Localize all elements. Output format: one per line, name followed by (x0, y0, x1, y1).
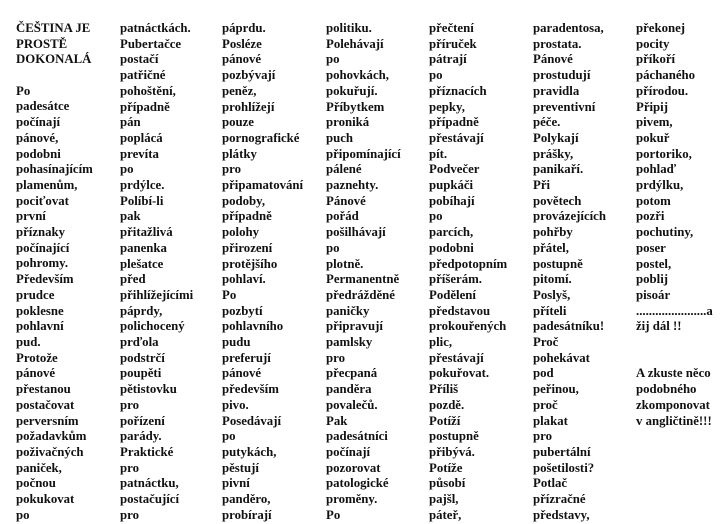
text-line: provázejících (533, 209, 606, 224)
text-column-4 (326, 21, 401, 524)
text-line (636, 351, 713, 367)
text-line: pořád (326, 209, 359, 224)
text-line: pohlaví. (222, 272, 266, 287)
text-line: pohasínajícím (16, 162, 93, 177)
text-line: plotně. (326, 256, 364, 271)
text-line: polichocený (120, 319, 185, 334)
text-line: příteli (533, 303, 567, 318)
text-line: pánové (16, 366, 56, 381)
text-column-5 (429, 21, 507, 524)
text-line: pohromy. (16, 256, 69, 271)
text-line: přihlížejícími (120, 287, 194, 302)
text-line: pro (120, 507, 139, 522)
text-line: peněz, (222, 83, 257, 98)
text-line: pošetilosti? (533, 460, 595, 475)
text-column-3 (222, 21, 303, 524)
text-line: pošilhávají (326, 225, 386, 240)
text-line: pajšl, (429, 492, 459, 507)
text-line: po (326, 240, 340, 255)
text-line: pozři (636, 209, 665, 224)
text-line: pornografické (222, 130, 300, 145)
text-line: pohlavní (16, 319, 64, 334)
text-line: Po (16, 83, 31, 98)
text-line: Polykají (533, 130, 579, 145)
text-line: patnáctkách. (120, 21, 191, 35)
text-line: pít. (429, 146, 448, 161)
text-line: patnáctku, (120, 476, 179, 491)
text-line: plešatce (120, 256, 164, 271)
text-line: Především (16, 272, 74, 287)
text-line: Podvečer (429, 162, 480, 177)
text-line: putykách, (222, 444, 277, 459)
text-line: preferují (222, 350, 271, 365)
text-line: podobni (16, 146, 61, 161)
text-line: poživačných (16, 444, 84, 459)
text-line: Pak (326, 413, 348, 428)
text-line: pánové, (16, 130, 59, 145)
text-line: představy, (533, 507, 590, 522)
text-line: připomínající (326, 146, 401, 161)
text-line: požadavkům (16, 429, 87, 444)
text-line: pro (120, 460, 139, 475)
text-line: pokuřovat. (429, 366, 490, 381)
text-line: Při (533, 178, 551, 193)
text-line: pak (120, 209, 141, 224)
text-line: přečtení (429, 21, 474, 35)
text-line: padesátce (16, 99, 70, 114)
text-line: první (16, 209, 46, 224)
text-line: puch (326, 130, 354, 145)
text-line: pociťovat (16, 193, 69, 208)
text-line: Políbí-li (120, 193, 164, 208)
text-line: prokouřených (429, 319, 507, 334)
text-line: pudu (222, 335, 251, 350)
text-line: páprdy, (120, 303, 163, 318)
text-line: pivo. (222, 397, 249, 412)
text-line: péče. (533, 115, 561, 130)
text-line: pitomí. (533, 272, 572, 287)
text-line: panenka (120, 240, 167, 255)
text-line: pozdě. (429, 397, 465, 412)
title-line: DOKONALÁ (16, 52, 92, 67)
text-line: žij dál !! (636, 319, 682, 334)
text-line: patřičné (120, 68, 166, 83)
text-line: povalečů. (326, 397, 378, 412)
text-line: Poslyš, (533, 287, 571, 302)
title-line: ČEŠTINA JE (16, 21, 91, 35)
text-line: Protože (16, 350, 58, 365)
text-line: panděra (326, 382, 372, 397)
text-line: probírají (222, 507, 272, 522)
text-line: přecpaná (326, 366, 378, 381)
text-line: paznehty. (326, 178, 379, 193)
text-line: pouze (222, 115, 254, 130)
title-spacer (16, 37, 93, 53)
text-line: proniká (326, 115, 370, 130)
text-line: předrážděné (326, 287, 395, 302)
text-line: pohovkách, (326, 68, 389, 83)
text-line: postačující (120, 492, 180, 507)
text-line: v angličtině!!! (636, 413, 712, 428)
text-line: prudce (16, 287, 55, 302)
text-line: podobného (636, 382, 697, 397)
text-line: podoby, (222, 193, 266, 208)
text-line: pobíhají (429, 193, 475, 208)
text-line: pozbývají (222, 68, 276, 83)
text-line: pivem, (636, 115, 673, 130)
text-line: po (222, 429, 236, 444)
text-line: plakat (533, 413, 568, 428)
text-line: Pubertačce (120, 36, 182, 51)
text-column-1 (16, 21, 93, 523)
text-line: případně (120, 99, 170, 114)
text-line: přírodou. (636, 83, 689, 98)
text-line: poblij (636, 272, 669, 287)
text-line: Potlač (533, 476, 568, 491)
text-line: přízračné (533, 492, 586, 507)
text-line: Posléze (222, 36, 262, 51)
text-line: pánové (222, 52, 262, 67)
text-line: příznaky (16, 225, 66, 240)
text-line: pocity (636, 36, 670, 51)
text-line: představou (429, 303, 491, 318)
text-line: příšerám. (429, 272, 482, 287)
text-line: perversním (16, 413, 79, 428)
text-line: paradentosa, (533, 21, 604, 35)
text-line: pohlaď (636, 162, 676, 177)
text-line: překonej (636, 21, 686, 35)
text-line: padesátníku! (533, 319, 605, 334)
text-line: pisoár (636, 287, 671, 302)
text-line: parcích, (429, 225, 474, 240)
text-line: po (16, 507, 30, 522)
text-line: přátel, (533, 240, 569, 255)
text-line: prďola (120, 335, 159, 350)
text-line: ......................a (636, 303, 713, 318)
text-line: postačovat (16, 397, 75, 412)
text-line: po (429, 68, 443, 83)
text-line: připamatování (222, 178, 304, 193)
text-line: pálené (326, 162, 362, 177)
text-line: pořízení (120, 413, 165, 428)
text-line: po (120, 162, 134, 177)
text-column-6 (533, 21, 606, 524)
text-line: pravidla (533, 83, 580, 98)
text-line: peřinou, (533, 382, 579, 397)
text-line: pětistovku (120, 382, 177, 397)
text-line: paničky (326, 303, 370, 318)
text-line: panikaří. (533, 162, 584, 177)
text-line: Podělení (429, 287, 476, 302)
text-line: Polehávají (326, 36, 384, 51)
text-line: pozorovat (326, 460, 381, 475)
text-line: prášky, (533, 146, 574, 161)
text-line: portoriko, (636, 146, 692, 161)
text-line: proměny. (326, 492, 378, 507)
text-line: především (222, 382, 279, 397)
text-line: přestanou (16, 382, 71, 397)
text-line: poplácá (120, 130, 163, 145)
title-spacer (16, 68, 93, 84)
text-line: pud. (16, 335, 41, 349)
text-line: Potíže (429, 460, 463, 475)
text-line: případně (222, 209, 272, 224)
text-line: podobni (429, 240, 474, 255)
text-line: zkomponovat (636, 397, 710, 412)
text-line: postupně (429, 429, 479, 444)
text-line: plátky (222, 146, 257, 161)
text-line: pubertální (533, 444, 591, 459)
title-spacer (16, 52, 93, 68)
text-line: pohlavního (222, 319, 284, 334)
text-line: Posedávají (222, 413, 282, 428)
text-line: politiku. (326, 21, 372, 35)
text-line: Pánové (533, 52, 573, 67)
text-line: prevíta (120, 146, 159, 161)
text-line: Příbytkem (326, 99, 385, 114)
text-line: preventivní (533, 99, 596, 114)
text-line: pokuř (636, 130, 670, 145)
text-line: pro (222, 162, 241, 177)
text-line: povětech (533, 193, 582, 208)
text-line: příruček (429, 36, 477, 51)
text-line: po (326, 52, 340, 67)
text-line: pohekávat (533, 350, 590, 365)
text-line: pán (120, 115, 141, 130)
text-line: parády. (120, 429, 162, 444)
text-line: poklesne (16, 303, 64, 318)
text-line: páchaného (636, 68, 696, 83)
text-line: poser (636, 240, 666, 255)
text-line: páteř, (429, 507, 462, 522)
text-line: příkoří (636, 52, 676, 67)
text-line: pánové (222, 366, 262, 381)
text-line: pokuřují. (326, 83, 378, 98)
text-line: počínají (326, 444, 371, 459)
text-line: paniček, (16, 460, 62, 475)
text-line: pěstují (222, 460, 259, 475)
text-line: počínající (16, 240, 70, 255)
text-line: prdýlku, (636, 178, 684, 193)
text-line: Pánové (326, 193, 366, 208)
text-line: Po (222, 287, 237, 302)
text-line: pro (326, 350, 345, 365)
text-line: počnou (16, 476, 56, 491)
text-line: Připij (636, 99, 668, 114)
text-line: pochutiny, (636, 225, 694, 240)
text-line: pokukovat (16, 492, 75, 507)
text-line: pátrají (429, 52, 467, 67)
text-line: přestávají (429, 350, 484, 365)
text-line: postačí (120, 52, 159, 67)
text-line: přitažlivá (120, 225, 173, 240)
text-line: prohlížejí (222, 99, 275, 114)
text-line: přirození (222, 240, 273, 255)
text-line: postupně (533, 256, 583, 271)
text-line: proč (533, 397, 558, 412)
text-line: Praktické (120, 444, 174, 459)
title-spacer (16, 21, 93, 37)
text-line: Příliš (429, 382, 459, 397)
text-line: pivní (222, 476, 250, 491)
text-column-2 (120, 21, 193, 524)
text-line: Proč (533, 335, 559, 350)
title-line: PROSTĚ (16, 36, 68, 51)
text-line: působí (429, 476, 466, 491)
text-line: pupkáči (429, 178, 474, 193)
text-line: případně (429, 115, 479, 130)
text-line: polohy (222, 225, 259, 240)
text-line: plic, (429, 335, 453, 350)
text-line: potom (636, 193, 671, 208)
text-line: pohoštění, (120, 83, 176, 98)
text-line: pro (533, 429, 552, 444)
text-line: páprdu. (222, 21, 266, 35)
text-line: pozbytí (222, 303, 263, 318)
text-line: počínají (16, 115, 61, 130)
text-line: pamlsky (326, 335, 373, 350)
text-line: poupěti (120, 366, 162, 381)
text-line: plamenům, (16, 177, 78, 192)
text-line: A zkuste něco (636, 366, 711, 381)
text-line: prostudují (533, 68, 591, 83)
text-line: přibývá. (429, 444, 475, 459)
text-line: připravují (326, 319, 383, 334)
text-line: pro (120, 397, 139, 412)
text-line: pod (533, 366, 554, 381)
text-line: pepky, (429, 99, 465, 114)
text-line: přestávají (429, 130, 484, 145)
text-line: Po (326, 507, 341, 522)
text-line: Permanentně (326, 272, 400, 287)
text-line: předpotopním (429, 256, 508, 271)
text-line (636, 335, 713, 351)
text-line: podstrčí (120, 350, 165, 365)
text-column-7 (636, 21, 713, 429)
text-line: před (120, 272, 146, 287)
text-line: prostata. (533, 36, 582, 51)
text-line: příznacích (429, 83, 487, 98)
text-line: padesátníci (326, 429, 388, 444)
text-line: pohřby (533, 225, 573, 240)
text-line: patologické (326, 476, 389, 491)
text-line: panděro, (222, 492, 271, 507)
text-line: Potíží (429, 413, 461, 428)
text-line: protějšího (222, 256, 278, 271)
text-line: prdýlce. (120, 178, 165, 193)
text-line: postel, (636, 256, 672, 271)
text-line: po (429, 209, 443, 224)
